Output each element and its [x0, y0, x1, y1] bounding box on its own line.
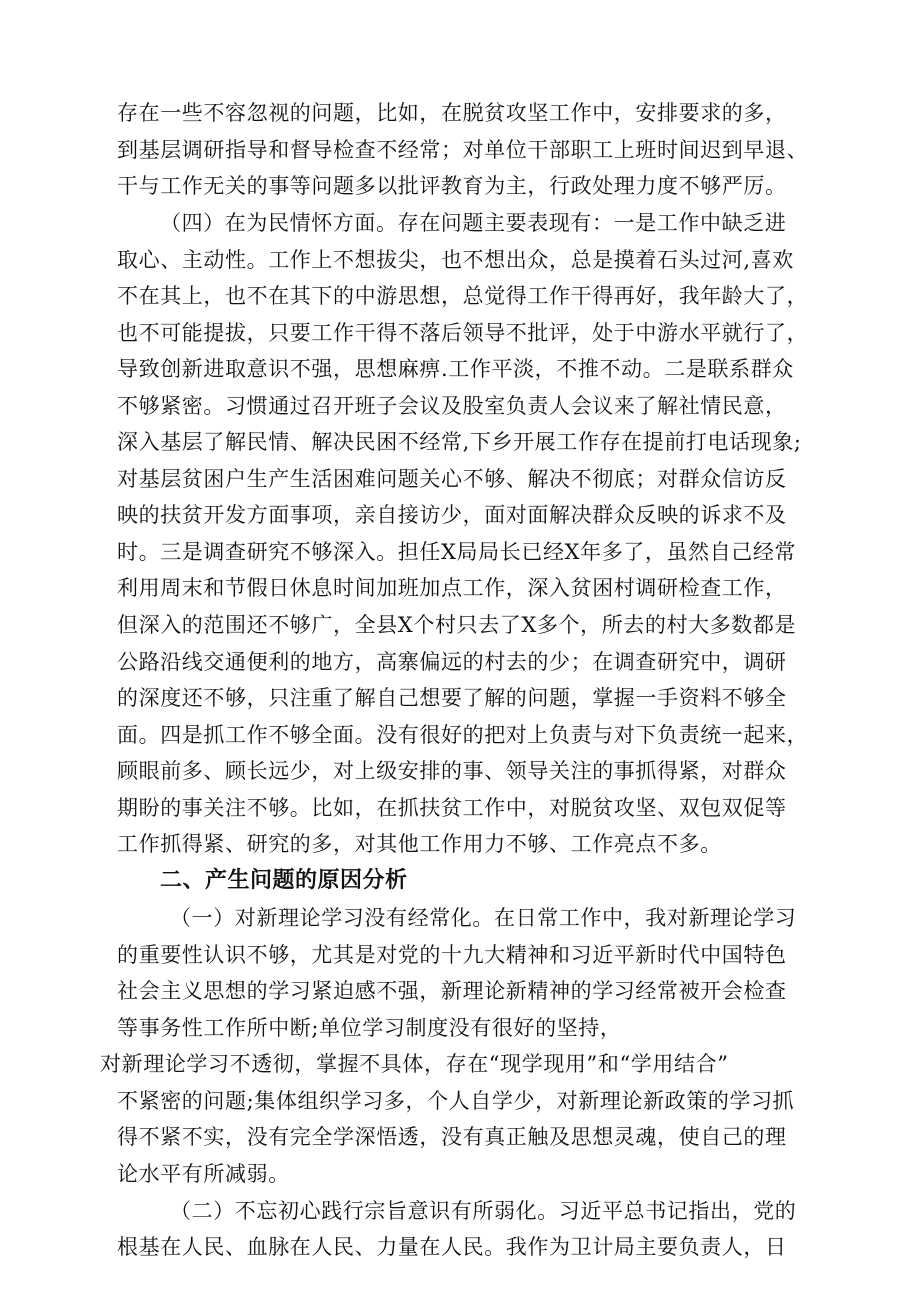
- text-line: 期盼的事关注不够。比如，在抓扶贫工作中，对脱贫攻坚、双包双促等: [117, 796, 787, 820]
- text-line: 导致创新进取意识不强，思想麻痹.工作平淡，不推不动。二是联系群众: [117, 357, 794, 381]
- text-line: 也不可能提拔，只要工作干得不落后领导不批评，处于中游水平就行了，: [117, 321, 809, 345]
- text-line: 深入基层了解民情、解决民困不经常,下乡开展工作存在提前打电话现象;: [117, 430, 802, 454]
- text-line: 的重要性认识不够，尤其是对党的十九大精神和习近平新时代中国特色: [117, 943, 787, 967]
- paragraph-start-line: （四）在为民情怀方面。存在问题主要表现有：一是工作中缺乏进: [160, 211, 787, 235]
- text-line: 时。三是调查研究不够深入。担任X局局长已经X年多了，虽然自己经常: [117, 540, 797, 564]
- text-line: 公路沿线交通便利的地方，高寨偏远的村去的少；在调查研究中，调研: [117, 650, 787, 674]
- text-line: 等事务性工作所中断;单位学习制度没有很好的坚持，: [117, 1016, 622, 1040]
- text-line: 利用周末和节假日休息时间加班加点工作，深入贫困村调研检查工作，: [117, 576, 787, 600]
- text-line: 不紧密的问题;集体组织学习多，个人自学少，对新理论新政策的学习抓: [117, 1089, 795, 1113]
- text-line: 存在一些不容忽视的问题，比如，在脱贫攻坚工作中，安排要求的多，: [117, 101, 787, 125]
- text-line: 不在其上，也不在其下的中游思想，总觉得工作干得再好，我年龄大了，: [117, 284, 809, 308]
- text-line: 根基在人民、血脉在人民、力量在人民。我作为卫计局主要负责人，日: [117, 1235, 787, 1259]
- text-line: 不够紧密。习惯通过召开班子会议及股室负责人会议来了解社情民意，: [117, 394, 787, 418]
- text-line: 社会主义思想的学习紧迫感不强，新理论新精神的学习经常被开会检查: [117, 979, 787, 1003]
- paragraph-start-line: （二）不忘初心践行宗旨意识有所弱化。习近平总书记指出，党的: [170, 1199, 797, 1223]
- text-line: 面。四是抓工作不够全面。没有很好的把对上负责与对下负责统一起来，: [117, 723, 809, 747]
- paragraph-start-line: （一）对新理论学习没有经常化。在日常工作中，我对新理论学习: [170, 906, 797, 930]
- text-line: 取心、主动性。工作上不想拔尖，也不想出众，总是摸着石头过河,喜欢: [117, 248, 794, 272]
- text-line: 工作抓得紧、研究的多，对其他工作用力不够、工作亮点不多。: [117, 832, 722, 856]
- text-line: 到基层调研指导和督导检查不经常；对单位干部职工上班时间迟到早退、: [117, 138, 809, 162]
- text-line: 但深入的范围还不够广，全县X个村只去了X多个，所去的村大多数都是: [117, 613, 797, 637]
- text-line: 论水平有所减弱。: [117, 1162, 290, 1186]
- text-line: 干与工作无关的事等问题多以批评教育为主，行政处理力度不够严厉。: [117, 174, 787, 198]
- text-line: 的深度还不够，只注重了解自己想要了解的问题，掌握一手资料不够全: [117, 686, 787, 710]
- text-line: 对新理论学习不透彻，掌握不具体，存在“现学现用”和“学用结合”: [100, 1052, 729, 1076]
- text-line: 得不紧不实，没有完全学深悟透，没有真正触及思想灵魂，使自己的理: [117, 1125, 787, 1149]
- text-line: 对基层贫困户生产生活困难问题关心不够、解决不彻底；对群众信访反: [117, 467, 787, 491]
- section-heading: 二、产生问题的原因分析: [160, 868, 408, 893]
- text-line: 顾眼前多、顾长远少，对上级安排的事、领导关注的事抓得紧，对群众: [117, 759, 787, 783]
- text-line: 映的扶贫开发方面事项，亲自接访少，面对面解决群众反映的诉求不及: [117, 503, 787, 527]
